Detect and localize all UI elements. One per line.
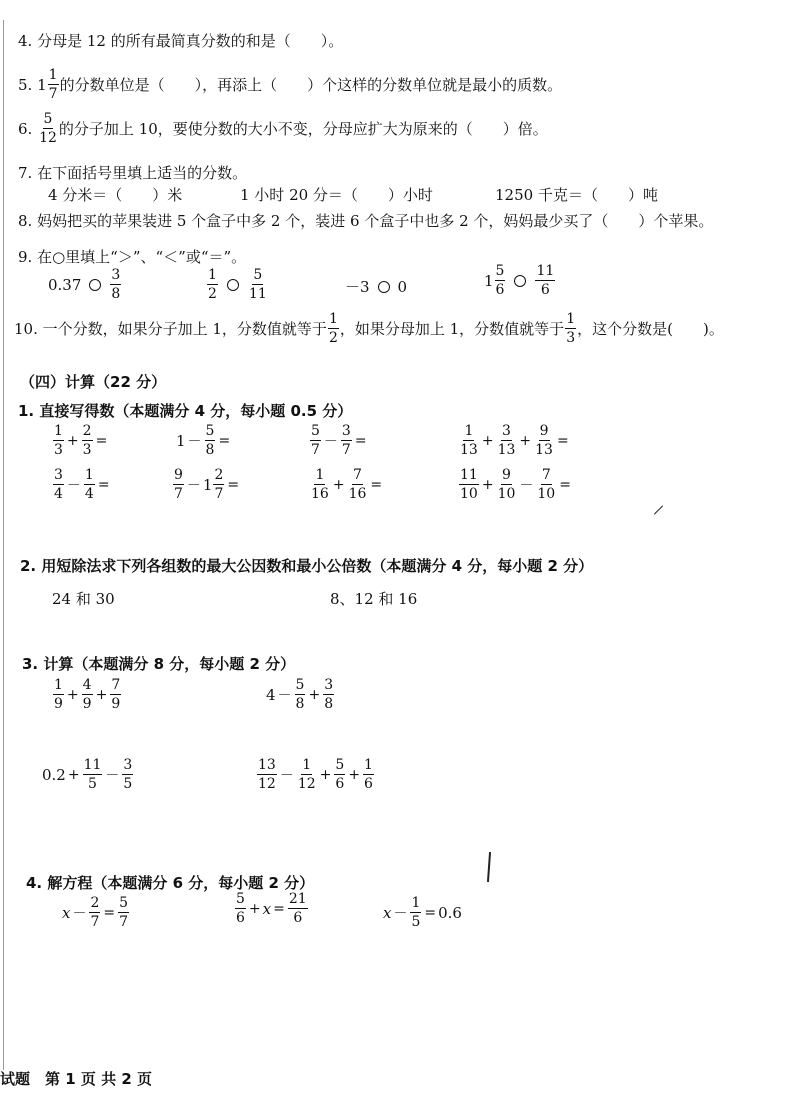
fraction: [410, 896, 421, 929]
denominator: 4: [54, 486, 63, 502]
denominator: 12: [258, 776, 276, 792]
numerator: 5: [119, 895, 129, 911]
numerator: 1: [84, 467, 94, 483]
denominator: 11: [248, 286, 267, 302]
question-9: 9. 在○里填上“＞”、“＜”或“＝”。: [18, 248, 247, 266]
operator: +: [67, 766, 80, 783]
numerator: 2: [82, 423, 92, 439]
equals: =: [227, 476, 240, 493]
numerator: 5: [311, 423, 320, 439]
numerator: 1: [208, 267, 217, 283]
question-6: [18, 112, 548, 145]
numerator: 1: [464, 423, 474, 439]
denominator: 3: [566, 330, 576, 346]
numerator: 9: [174, 467, 183, 483]
equals: =: [559, 476, 571, 493]
question-text: 的分子加上 10，要使分数的大小不变，分母应扩大为原来的（ ）倍。: [58, 120, 548, 138]
fraction: [205, 424, 216, 457]
numerator: 11: [83, 757, 102, 773]
s1-item-g: [309, 468, 384, 501]
fraction: [89, 896, 100, 929]
equals: =: [424, 904, 437, 921]
value: 0.2: [42, 765, 66, 784]
numerator: 1: [48, 67, 58, 83]
variable: x: [383, 903, 392, 922]
denominator: 5: [123, 776, 133, 792]
equals: =: [218, 432, 231, 449]
fraction: [173, 468, 184, 501]
question-text: ，这个分数是( )。: [577, 320, 724, 338]
denominator: 2: [208, 286, 217, 302]
denominator: 10: [460, 486, 478, 502]
numerator: 1: [54, 423, 63, 439]
operator: －: [393, 905, 408, 922]
section-title: （四）计算（22 分）: [20, 373, 167, 391]
numerator: 11: [460, 467, 478, 483]
denominator: 8: [295, 696, 305, 712]
q9-item-1: [48, 268, 122, 301]
s3-title: 3. 计算（本题满分 8 分，每小题 2 分）: [22, 655, 296, 673]
numerator: 4: [82, 677, 92, 693]
s1-item-a: [52, 424, 109, 457]
numerator: 5: [335, 757, 345, 773]
s3-item-a: [52, 678, 122, 711]
equals: =: [370, 476, 383, 493]
question-text: 的分数单位是（ ），再添上（ ）个这样的分数单位就是最小的质数。: [59, 76, 563, 94]
fraction: [53, 424, 64, 457]
question-text: ，如果分母加上 1，分数值就等于: [339, 320, 565, 338]
operator: －: [323, 433, 338, 450]
numerator: 3: [324, 677, 334, 693]
numerator: 1: [328, 311, 338, 327]
fraction: [565, 312, 576, 345]
denominator: 8: [324, 696, 334, 712]
operator: +: [332, 476, 345, 493]
fraction: [122, 758, 133, 791]
fraction: [288, 892, 308, 925]
q9-item-3: [345, 276, 407, 297]
fraction: [497, 424, 517, 457]
answer-circle[interactable]: [89, 279, 101, 291]
denominator: 16: [311, 486, 329, 502]
answer-circle[interactable]: [378, 281, 390, 293]
fraction: [497, 468, 517, 501]
fraction: [328, 312, 339, 345]
denominator: 13: [497, 442, 516, 458]
s4-item-a: [62, 896, 130, 929]
question-text: 8. 妈妈把买的苹果装进 5 个盒子中多 2 个，装进 6 个盒子中也多 2 个，妈妈最少买了（ ）个苹果。: [18, 212, 714, 230]
fraction: [334, 758, 345, 791]
scan-edge-line: [3, 20, 4, 1070]
numerator: 2: [214, 467, 224, 483]
fraction: [213, 468, 224, 501]
whole-part: 1: [202, 475, 213, 494]
denominator: 12: [39, 130, 57, 146]
fraction: [535, 264, 555, 297]
numerator: 7: [353, 467, 362, 483]
s1-item-c: [309, 424, 369, 457]
denominator: 16: [348, 486, 367, 502]
fraction: [310, 424, 321, 457]
denominator: 6: [293, 910, 303, 926]
operator: +: [248, 900, 261, 917]
fraction: [536, 468, 556, 501]
denominator: 5: [88, 776, 97, 792]
q9-item-2: [206, 268, 269, 301]
denominator: 7: [311, 442, 320, 458]
s4-item-c: [383, 896, 462, 929]
denominator: 12: [297, 776, 316, 792]
numerator: 7: [111, 677, 121, 693]
whole-part: 1: [484, 271, 494, 290]
fraction: [297, 758, 317, 791]
question-5: [18, 68, 562, 101]
numerator: 1: [54, 677, 63, 693]
numerator: 5: [253, 267, 263, 283]
q7-item-b: 1 小时 20 分＝（ ）小时: [240, 186, 433, 204]
fraction: [38, 112, 58, 145]
denominator: 6: [540, 282, 550, 298]
fraction: [118, 896, 129, 929]
numerator: 5: [236, 891, 245, 907]
s4-title: 4. 解方程（本题满分 6 分，每小题 2 分）: [26, 874, 315, 892]
page-footer: 试题 第 1 页 共 2 页: [0, 1070, 152, 1088]
s1-item-f: [172, 468, 241, 501]
numerator: 5: [205, 423, 215, 439]
numerator: 3: [341, 423, 351, 439]
equals: =: [95, 432, 108, 449]
fraction: [53, 468, 64, 501]
s2-item-a: 24 和 30: [52, 590, 115, 608]
fraction: [83, 758, 103, 791]
numerator: 9: [539, 423, 549, 439]
question-7: 7. 在下面括号里填上适当的分数。: [18, 164, 248, 182]
denominator: 7: [214, 486, 224, 502]
fraction: [459, 424, 479, 457]
numerator: 3: [502, 423, 511, 439]
numerator: 3: [111, 267, 121, 283]
numerator: 9: [502, 467, 511, 483]
variable: x: [262, 899, 272, 918]
numerator: 11: [536, 263, 555, 279]
fraction: [295, 678, 306, 711]
equals: =: [273, 900, 285, 917]
value: 0.6: [438, 903, 462, 922]
operator: +: [348, 766, 361, 783]
operator: +: [519, 432, 532, 449]
operator: +: [66, 686, 79, 703]
denominator: 9: [82, 696, 92, 712]
mixed-fraction: [484, 264, 506, 297]
fraction: [110, 678, 121, 711]
denominator: 5: [411, 914, 421, 930]
numerator: 1: [411, 895, 421, 911]
denominator: 13: [460, 442, 478, 458]
operator: +: [481, 432, 494, 449]
question-text: 10. 一个分数，如果分子加上 1，分数值就等于: [14, 320, 327, 338]
value: 4: [266, 685, 276, 704]
numerator: 1: [566, 311, 576, 327]
equals: =: [103, 904, 116, 921]
numerator: 5: [295, 677, 305, 693]
s2-title: 2. 用短除法求下列各组数的最大公因数和最小公倍数（本题满分 4 分，每小题 2 分）: [20, 557, 594, 575]
question-number: 6.: [18, 119, 33, 138]
numerator: 1: [302, 757, 312, 773]
fraction: [459, 468, 479, 501]
denominator: 7: [90, 914, 100, 930]
numerator: 3: [123, 757, 133, 773]
operator: +: [319, 766, 332, 783]
fraction: [110, 268, 121, 301]
numerator: 1: [315, 467, 325, 483]
fraction: [207, 268, 218, 301]
fraction: [248, 268, 268, 301]
fraction: [257, 758, 277, 791]
value: 1: [176, 431, 186, 450]
fraction: [534, 424, 554, 457]
value: 0: [397, 277, 408, 296]
denominator: 13: [535, 442, 553, 458]
s1-item-h: [458, 468, 573, 501]
fraction: [53, 678, 64, 711]
question-8: [18, 210, 713, 231]
q7-item-a: 4 分米＝（ ）米: [48, 186, 183, 204]
operator: －: [72, 905, 87, 922]
s1-title: 1. 直接写得数（本题满分 4 分，每小题 0.5 分）: [18, 402, 353, 420]
fraction: [323, 678, 334, 711]
question-number: 5.: [18, 75, 33, 94]
denominator: 7: [119, 914, 129, 930]
fraction: [495, 264, 506, 297]
answer-circle[interactable]: [227, 279, 239, 291]
numerator: 13: [258, 757, 276, 773]
mixed-fraction: [203, 468, 225, 501]
s3-item-c: [42, 758, 134, 791]
equals: =: [556, 432, 569, 449]
q7-item-c: 1250 千克＝（ ）吨: [495, 186, 658, 204]
numerator: 7: [541, 467, 551, 483]
denominator: 3: [82, 442, 92, 458]
denominator: 8: [111, 286, 121, 302]
denominator: 6: [364, 776, 373, 792]
denominator: 10: [537, 486, 556, 502]
value: 0.37: [48, 275, 82, 294]
s1-item-b: [176, 424, 232, 457]
variable: x: [62, 903, 71, 922]
operator: +: [308, 686, 321, 703]
numerator: 2: [90, 895, 100, 911]
denominator: 4: [84, 486, 94, 502]
fraction: [235, 892, 246, 925]
mixed-fraction: [37, 68, 59, 101]
operator: －: [66, 477, 81, 494]
operator: －: [105, 767, 120, 784]
numerator: 3: [54, 467, 63, 483]
fraction: [84, 468, 95, 501]
s1-item-d: [458, 424, 571, 457]
denominator: 9: [111, 696, 121, 712]
operator: +: [66, 432, 79, 449]
operator: +: [95, 686, 108, 703]
numerator: 1: [364, 757, 373, 773]
s3-item-d: [256, 758, 375, 791]
denominator: 6: [236, 910, 245, 926]
denominator: 7: [341, 442, 351, 458]
operator: +: [481, 476, 494, 493]
numerator: 21: [288, 891, 307, 907]
s1-item-e: [52, 468, 112, 501]
s2-item-b: 8、12 和 16: [330, 590, 418, 608]
fraction: [348, 468, 368, 501]
equals: =: [354, 432, 367, 449]
denominator: 7: [174, 486, 183, 502]
denominator: 10: [497, 486, 516, 502]
pen-mark: [654, 505, 663, 514]
value: －3: [345, 278, 370, 296]
operator: －: [519, 477, 534, 494]
answer-circle[interactable]: [514, 275, 526, 287]
denominator: 3: [54, 442, 63, 458]
denominator: 8: [205, 442, 215, 458]
operator: －: [277, 687, 292, 704]
q9-item-4: [484, 264, 556, 297]
operator: －: [186, 477, 201, 494]
denominator: 6: [335, 776, 345, 792]
numerator: 5: [495, 263, 505, 279]
fraction: [48, 68, 59, 101]
s3-item-b: [266, 678, 335, 711]
fraction: [363, 758, 374, 791]
fraction: [341, 424, 352, 457]
fraction: [310, 468, 330, 501]
numerator: 5: [43, 111, 53, 127]
denominator: 9: [54, 696, 63, 712]
question-10: [14, 312, 724, 345]
denominator: 6: [495, 282, 505, 298]
operator: －: [279, 767, 294, 784]
s4-item-b: [234, 892, 309, 925]
operator: －: [187, 433, 202, 450]
fraction: [82, 678, 93, 711]
pen-mark: [487, 852, 491, 882]
whole-part: 1: [37, 75, 47, 94]
denominator: 7: [48, 86, 58, 102]
fraction: [82, 424, 93, 457]
question-4: 4. 分母是 12 的所有最简真分数的和是（ ）。: [18, 32, 344, 50]
denominator: 2: [328, 330, 338, 346]
equals: =: [97, 476, 110, 493]
